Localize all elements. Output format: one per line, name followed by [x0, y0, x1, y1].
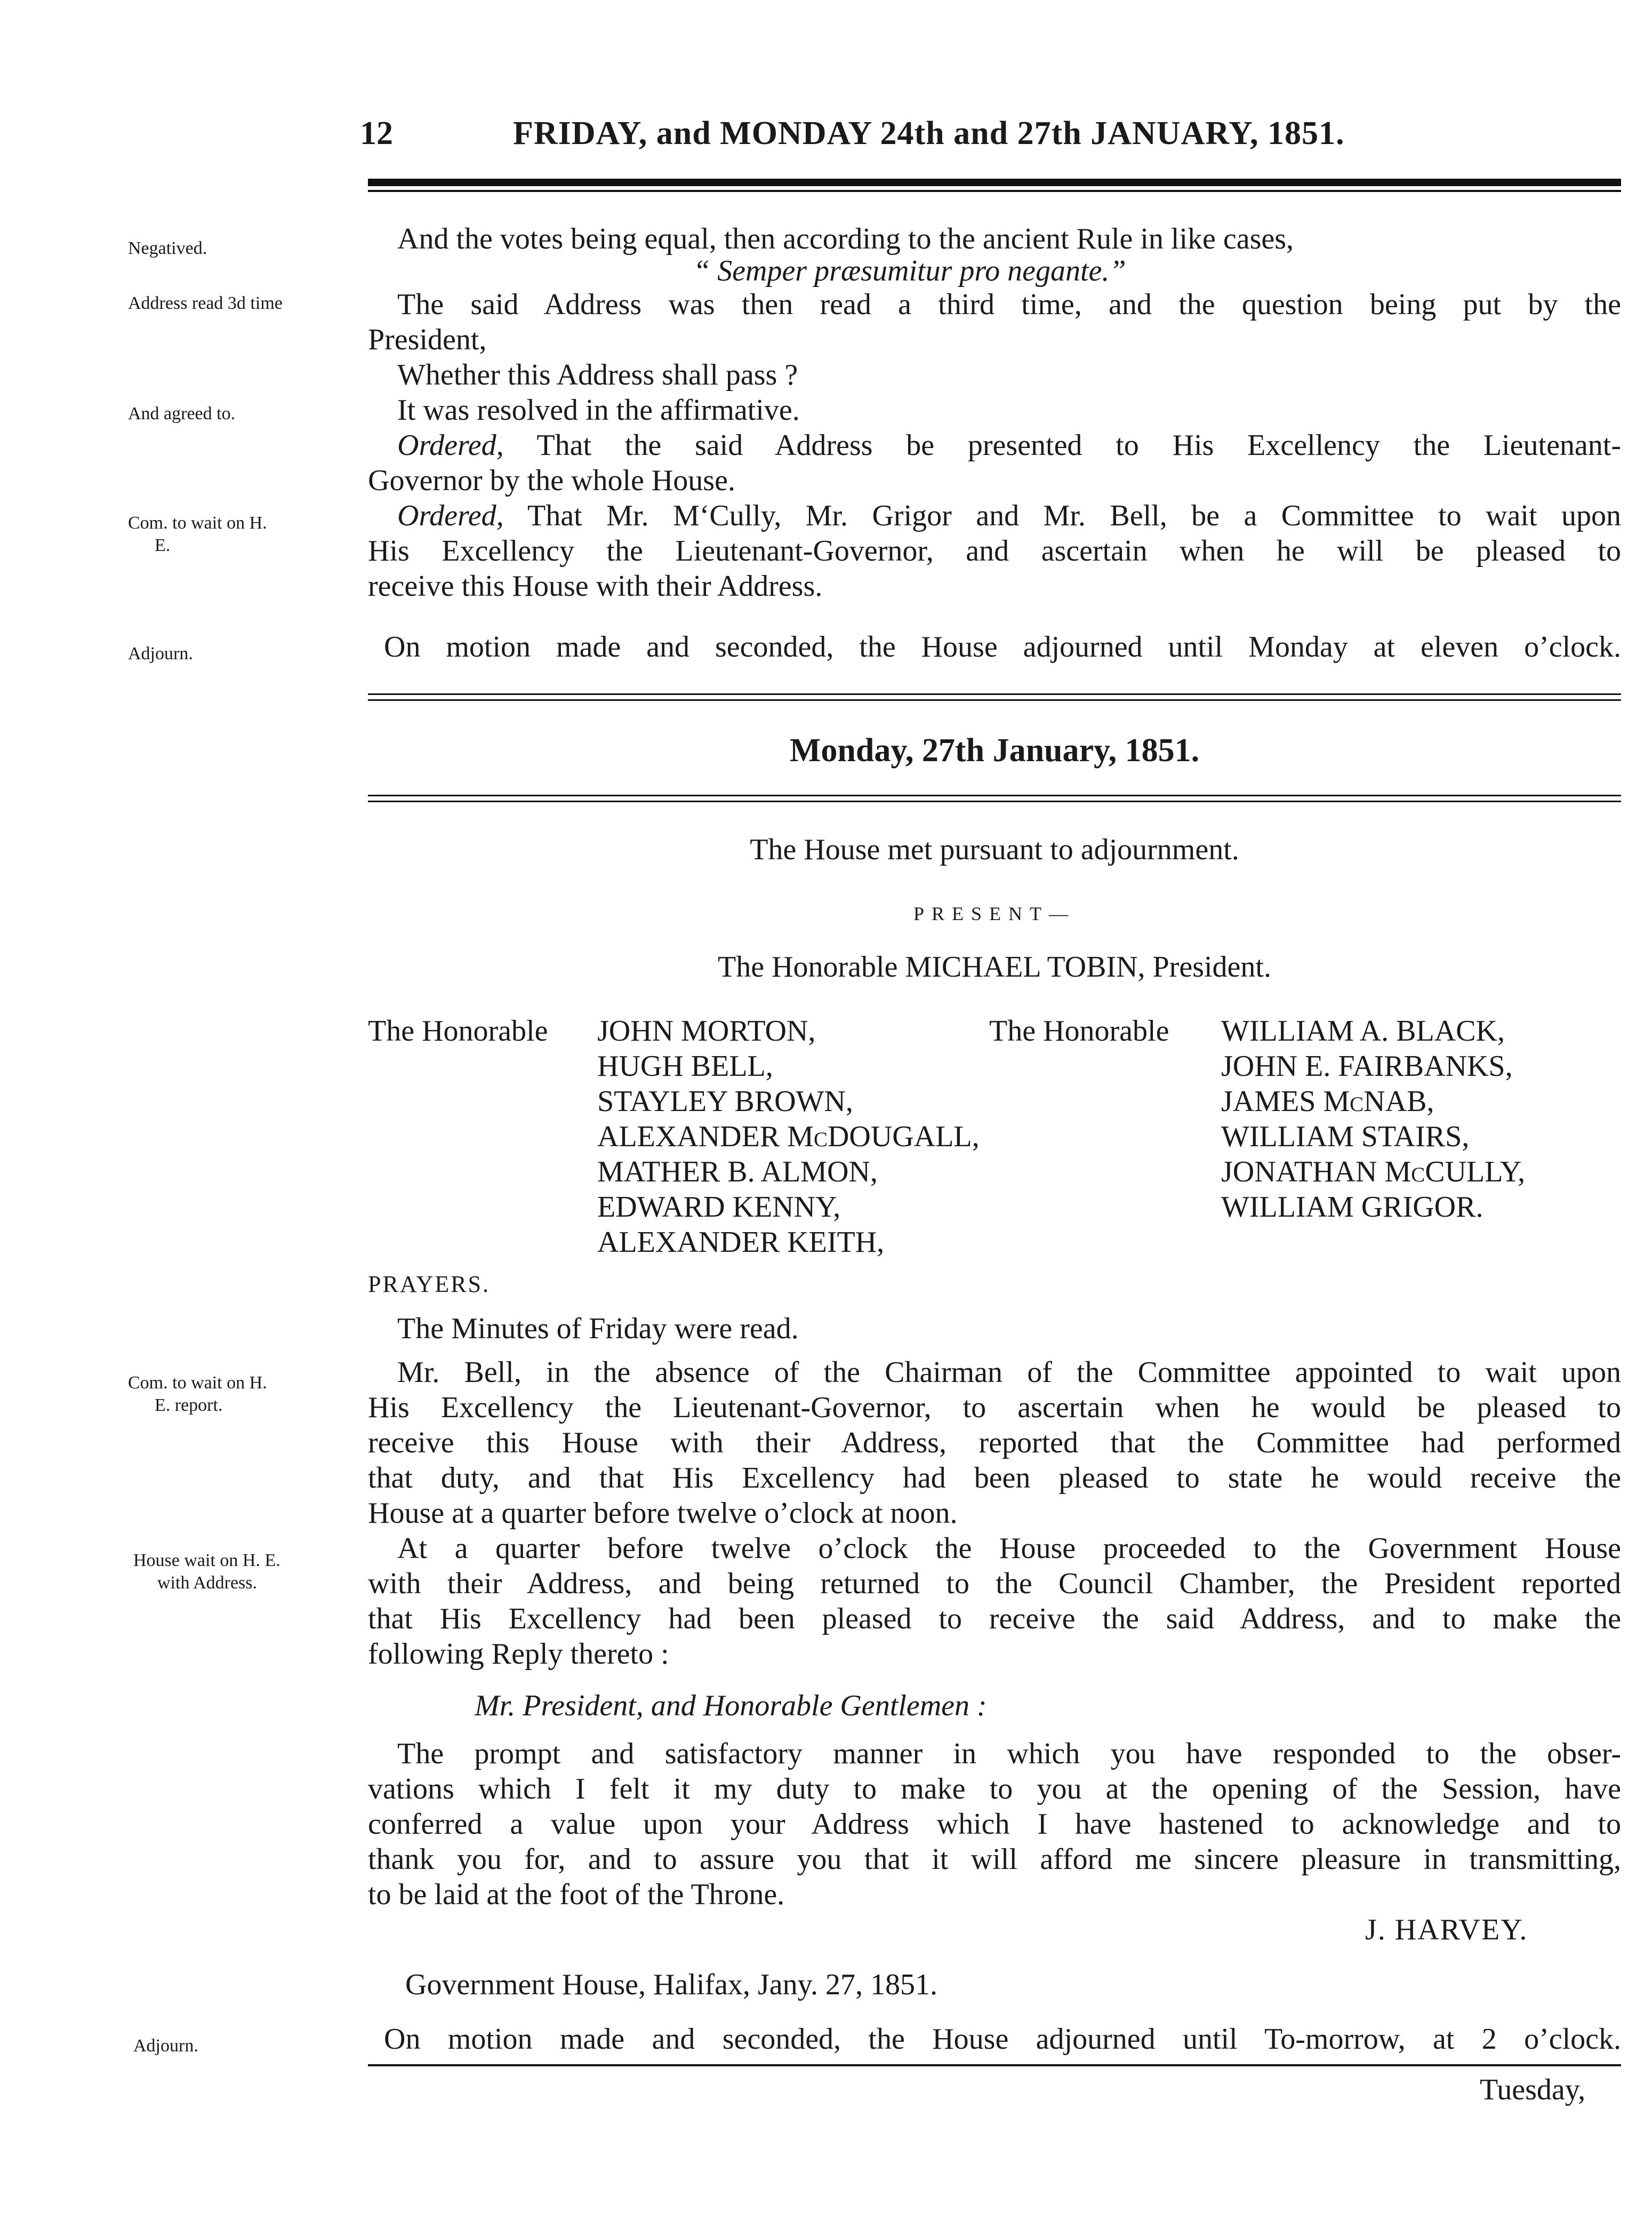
- honorable-label-right: The Honorable: [989, 1014, 1169, 1048]
- monday-adjourn-line: On motion made and seconded, the House adjourned until To-morrow, at 2 o’clock.: [384, 2023, 1621, 2056]
- catchword: Tuesday,: [1480, 2073, 1586, 2106]
- members-left-4: ALEXANDER McDOUGALL,: [597, 1120, 980, 1153]
- monday-rule-top-1: [368, 693, 1621, 695]
- monday-rule-top-2: [368, 699, 1621, 701]
- present-heading: PRESENT—: [913, 903, 1076, 924]
- ordered-1-word: Ordered,: [397, 429, 504, 462]
- margin-note-house-wait: House wait on H. E.: [133, 1551, 280, 1570]
- header-rule-thick: [368, 179, 1621, 186]
- members-left-7: ALEXANDER KEITH,: [597, 1226, 885, 1259]
- running-header: FRIDAY, and MONDAY 24th and 27th JANUARY, 1851.: [513, 115, 1345, 151]
- members-left-1: JOHN MORTON,: [597, 1014, 816, 1048]
- ordered-1-line-a: [397, 428, 1621, 463]
- monday-date-heading: Monday, 27th January, 1851.: [789, 732, 1200, 769]
- minutes-line: The Minutes of Friday were read.: [397, 1312, 799, 1345]
- proceed-line-4: following Reply thereto :: [368, 1637, 669, 1671]
- members-right-6: WILLIAM GRIGOR.: [1221, 1191, 1483, 1224]
- honorable-label-left: The Honorable: [368, 1014, 548, 1048]
- header-rule-thin: [368, 190, 1621, 192]
- reply-line-5: to be laid at the foot of the Throne.: [368, 1878, 785, 1911]
- members-right-3: JAMES McNAB,: [1221, 1085, 1434, 1118]
- votes-equal-line: And the votes being equal, then according to the ancient Rule in like cases,: [397, 222, 1294, 255]
- bottom-rule: [368, 2064, 1621, 2066]
- margin-note-address-read: Address read 3d time: [128, 293, 283, 313]
- place-date-line: Government House, Halifax, Jany. 27, 1851.: [405, 1968, 937, 2001]
- reply-line-4: thank you for, and to assure you that it will afford me sincere pleasure in transmitting,: [368, 1843, 1621, 1876]
- third-reading-line-2: President,: [368, 323, 487, 356]
- margin-note-agreed: And agreed to.: [128, 404, 236, 424]
- report-line-2: His Excellency the Lieutenant-Governor, to ascertain when he would be pleased to: [368, 1391, 1621, 1424]
- margin-note-com-wait-2: E.: [155, 536, 171, 555]
- ordered-2-line-a: [397, 498, 1621, 533]
- monday-rule-bottom-1: [368, 795, 1621, 796]
- reply-line-3: conferred a value upon your Address which I have hastened to acknowledge and to: [368, 1808, 1621, 1841]
- reply-line-2: vations which I felt it my duty to make to you at the opening of the Session, have: [368, 1772, 1621, 1805]
- margin-note-com-wait: Com. to wait on H.: [128, 513, 267, 533]
- margin-note-com-report-2: E. report.: [155, 1395, 223, 1415]
- reply-salutation: Mr. President, and Honorable Gentlemen :: [475, 1689, 987, 1722]
- proceed-line-1: At a quarter before twelve o’clock the House proceeded to the Government House: [397, 1532, 1621, 1565]
- house-met-line: The House met pursuant to adjournment.: [750, 833, 1239, 866]
- proceed-line-3: that His Excellency had been pleased to receive the said Address, and to make the: [368, 1602, 1621, 1635]
- ordered-2-line-c: receive this House with their Address.: [368, 570, 823, 603]
- resolved-line: It was resolved in the affirmative.: [397, 394, 800, 427]
- members-left-2: HUGH BELL,: [597, 1050, 773, 1083]
- members-right-1: WILLIAM A. BLACK,: [1221, 1014, 1505, 1048]
- page-number: 12: [360, 115, 393, 151]
- margin-note-adjourn: Adjourn.: [128, 644, 193, 664]
- latin-maxim: “ Semper præsumitur pro negante.”: [693, 254, 1126, 287]
- report-line-1: Mr. Bell, in the absence of the Chairman of the Committee appointed to wait upon: [397, 1356, 1621, 1389]
- report-line-3: receive this House with their Address, reported that the Committee had performed: [368, 1426, 1621, 1459]
- members-right-5: JONATHAN McCULLY,: [1221, 1155, 1526, 1188]
- ordered-2-word: Ordered,: [397, 499, 504, 532]
- friday-adjourn-line: On motion made and seconded, the House adjourned until Monday at eleven o’clock.: [384, 630, 1621, 664]
- members-left-6: EDWARD KENNY,: [597, 1191, 841, 1224]
- margin-note-adjourn-2: Adjourn.: [133, 2036, 198, 2056]
- prayers-line: PRAYERS.: [368, 1271, 491, 1297]
- ordered-1-line-b: Governor by the whole House.: [368, 464, 735, 497]
- members-left-3: STAYLEY BROWN,: [597, 1085, 853, 1118]
- question-line: Whether this Address shall pass ?: [397, 358, 798, 392]
- ordered-1-text: That the said Address be presented to His Excellency the Lieutenant-: [536, 429, 1621, 462]
- report-line-5: House at a quarter before twelve o’clock at noon.: [368, 1497, 958, 1530]
- margin-note-negatived: Negatived.: [128, 238, 207, 258]
- ordered-2-line-b: His Excellency the Lieutenant-Governor, and ascertain when he will be pleased to: [368, 534, 1621, 568]
- signature: J. HARVEY.: [1365, 1913, 1528, 1946]
- monday-rule-bottom-2: [368, 801, 1621, 802]
- reply-line-1: The prompt and satisfactory manner in which you have responded to the obser-: [397, 1737, 1621, 1770]
- report-line-4: that duty, and that His Excellency had been pleased to state he would receive the: [368, 1461, 1621, 1495]
- members-right-2: JOHN E. FAIRBANKS,: [1221, 1050, 1513, 1083]
- president-line: The Honorable MICHAEL TOBIN, President.: [718, 950, 1271, 984]
- margin-note-house-wait-2: with Address.: [157, 1573, 257, 1593]
- ordered-2-text: That Mr. M‘Cully, Mr. Grigor and Mr. Bell, be a Committee to wait upon: [527, 499, 1621, 532]
- members-right-4: WILLIAM STAIRS,: [1221, 1120, 1470, 1153]
- members-left-5: MATHER B. ALMON,: [597, 1155, 878, 1188]
- proceed-line-2: with their Address, and being returned to the Council Chamber, the President reported: [368, 1567, 1621, 1600]
- margin-note-com-report: Com. to wait on H.: [128, 1373, 267, 1393]
- third-reading-line-1: The said Address was then read a third time, and the question being put by the: [397, 288, 1621, 321]
